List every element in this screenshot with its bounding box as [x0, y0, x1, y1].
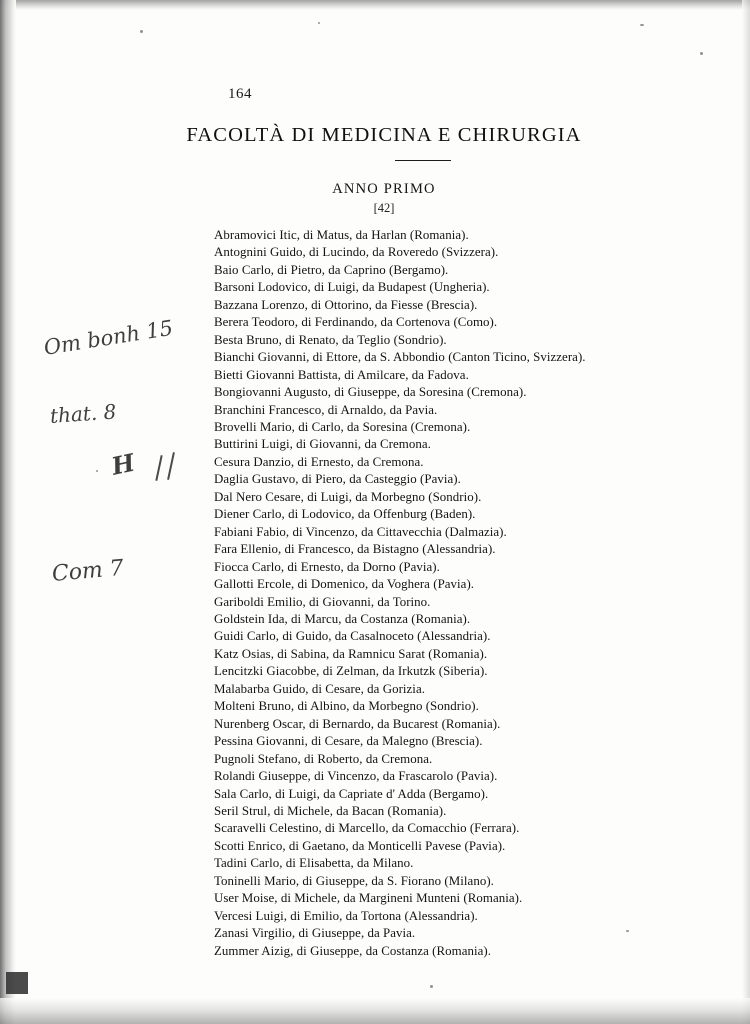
folio-number: 164	[228, 86, 252, 102]
list-item: Daglia Gustavo, di Piero, da Casteggio (Pavia).	[214, 472, 461, 487]
margin-note-4: Com 7	[50, 555, 125, 587]
list-item: Abramovici Itic, di Matus, da Harlan (Romania).	[214, 228, 469, 242]
list-item: Fara Ellenio, di Francesco, da Bistagno (Alessandria).	[214, 542, 496, 557]
scan-speck	[140, 30, 143, 33]
list-item: Fiocca Carlo, di Ernesto, da Dorno (Pavia).	[214, 559, 440, 574]
list-item: Katz Osias, di Sabina, da Ramnicu Sarat (Romania).	[214, 646, 488, 661]
list-item: Berera Teodoro, di Ferdinando, da Cortenova (Como).	[214, 315, 498, 330]
student-list	[214, 227, 724, 960]
list-item: Zanasi Virgilio, di Giuseppe, da Pavia.	[214, 926, 416, 941]
list-item: Bazzana Lorenzo, di Ottorino, da Fiesse (Brescia).	[214, 297, 478, 312]
scan-speck	[430, 985, 433, 988]
list-item: Bongiovanni Augusto, di Giuseppe, da Soresina (Cremona).	[214, 385, 527, 400]
list-item: Bianchi Giovanni, di Ettore, da S. Abbondio (Canton Ticino, Svizzera).	[214, 350, 586, 365]
list-item: Cesura Danzio, di Ernesto, da Cremona.	[214, 454, 424, 469]
list-item: Zummer Aizig, di Giuseppe, da Costanza (Romania).	[214, 943, 492, 958]
scan-edge-right	[742, 0, 750, 1024]
list-item: Lencitzki Giacobbe, di Zelman, da Irkutzk (Siberia).	[214, 664, 488, 679]
list-item: Branchini Francesco, di Arnaldo, da Pavia.	[214, 402, 438, 417]
list-item: User Moise, di Michele, da Margineni Munteni (Romania).	[214, 891, 523, 906]
scan-speck	[640, 24, 644, 26]
list-item: Guidi Carlo, di Guido, da Casalnoceto (Alessandria).	[214, 629, 491, 644]
list-item: Fabiani Fabio, di Vincenzo, da Cittavecchia (Dalmazia).	[214, 524, 507, 539]
list-item: Pugnoli Stefano, di Roberto, da Cremona.	[214, 751, 433, 766]
list-item: Malabarba Guido, di Cesare, da Gorizia.	[214, 681, 425, 696]
scan-edge-bottom	[0, 998, 750, 1024]
list-item: Pessina Giovanni, di Cesare, da Malegno (Brescia).	[214, 734, 483, 749]
scan-edge-top	[0, 0, 750, 10]
list-item: Bietti Giovanni Battista, di Amilcare, da Fadova.	[214, 367, 469, 382]
title-divider	[395, 160, 451, 161]
list-item: Molteni Bruno, di Albino, da Morbegno (Sondrio).	[214, 699, 479, 714]
margin-note-3: H	[108, 447, 138, 481]
list-item: Rolandi Giuseppe, di Vincenzo, da Frascarolo (Pavia).	[214, 769, 498, 784]
list-item: Sala Carlo, di Luigi, da Capriate d' Adda (Bergamo).	[214, 786, 489, 801]
scan-speck	[700, 52, 703, 55]
list-item: Besta Bruno, di Renato, da Teglio (Sondrio).	[214, 332, 447, 347]
list-item: Brovelli Mario, di Carlo, da Soresina (Cremona).	[214, 419, 471, 434]
list-item: Scaravelli Celestino, di Marcello, da Comacchio (Ferrara).	[214, 821, 520, 836]
scan-speck	[318, 22, 320, 24]
page-title: FACOLTÀ DI MEDICINA E CHIRURGIA	[186, 124, 582, 146]
list-item: Goldstein Ida, di Marcu, da Costanza (Romania).	[214, 611, 471, 626]
list-item: Vercesi Luigi, di Emilio, da Tortona (Alessandria).	[214, 908, 478, 923]
list-item: Antognini Guido, di Lucindo, da Roveredo (Svizzera).	[214, 245, 499, 260]
list-item: Diener Carlo, di Lodovico, da Offenburg (Baden).	[214, 507, 476, 522]
scan-speck	[96, 470, 98, 472]
margin-note-2: that. 8	[49, 399, 118, 428]
section-heading: ANNO PRIMO	[332, 181, 436, 197]
list-item: Nurenberg Oscar, di Bernardo, da Bucarest (Romania).	[214, 716, 501, 731]
list-item: Baio Carlo, di Pietro, da Caprino (Bergamo).	[214, 262, 449, 277]
margin-note-1: Om bonh 15	[42, 315, 175, 360]
list-item: Tadini Carlo, di Elisabetta, da Milano.	[214, 856, 414, 871]
list-item: Seril Strul, di Michele, da Bacan (Romania).	[214, 803, 447, 818]
list-item: Gariboldi Emilio, di Giovanni, da Torino.	[214, 594, 431, 609]
list-item: Dal Nero Cesare, di Luigi, da Morbegno (Sondrio).	[214, 489, 482, 504]
list-item: Gallotti Ercole, di Domenico, da Voghera (Pavia).	[214, 577, 475, 592]
section-number: [42]	[373, 201, 395, 215]
scan-edge-left	[0, 0, 16, 1024]
list-item: Buttirini Luigi, di Giovanni, da Cremona.	[214, 437, 431, 452]
list-item: Toninelli Mario, di Giuseppe, da S. Fiorano (Milano).	[214, 873, 494, 888]
list-item: Scotti Enrico, di Gaetano, da Monticelli Pavese (Pavia).	[214, 838, 506, 853]
list-item: Barsoni Lodovico, di Luigi, da Budapest (Ungheria).	[214, 280, 490, 295]
scan-corner-mark	[6, 972, 28, 994]
